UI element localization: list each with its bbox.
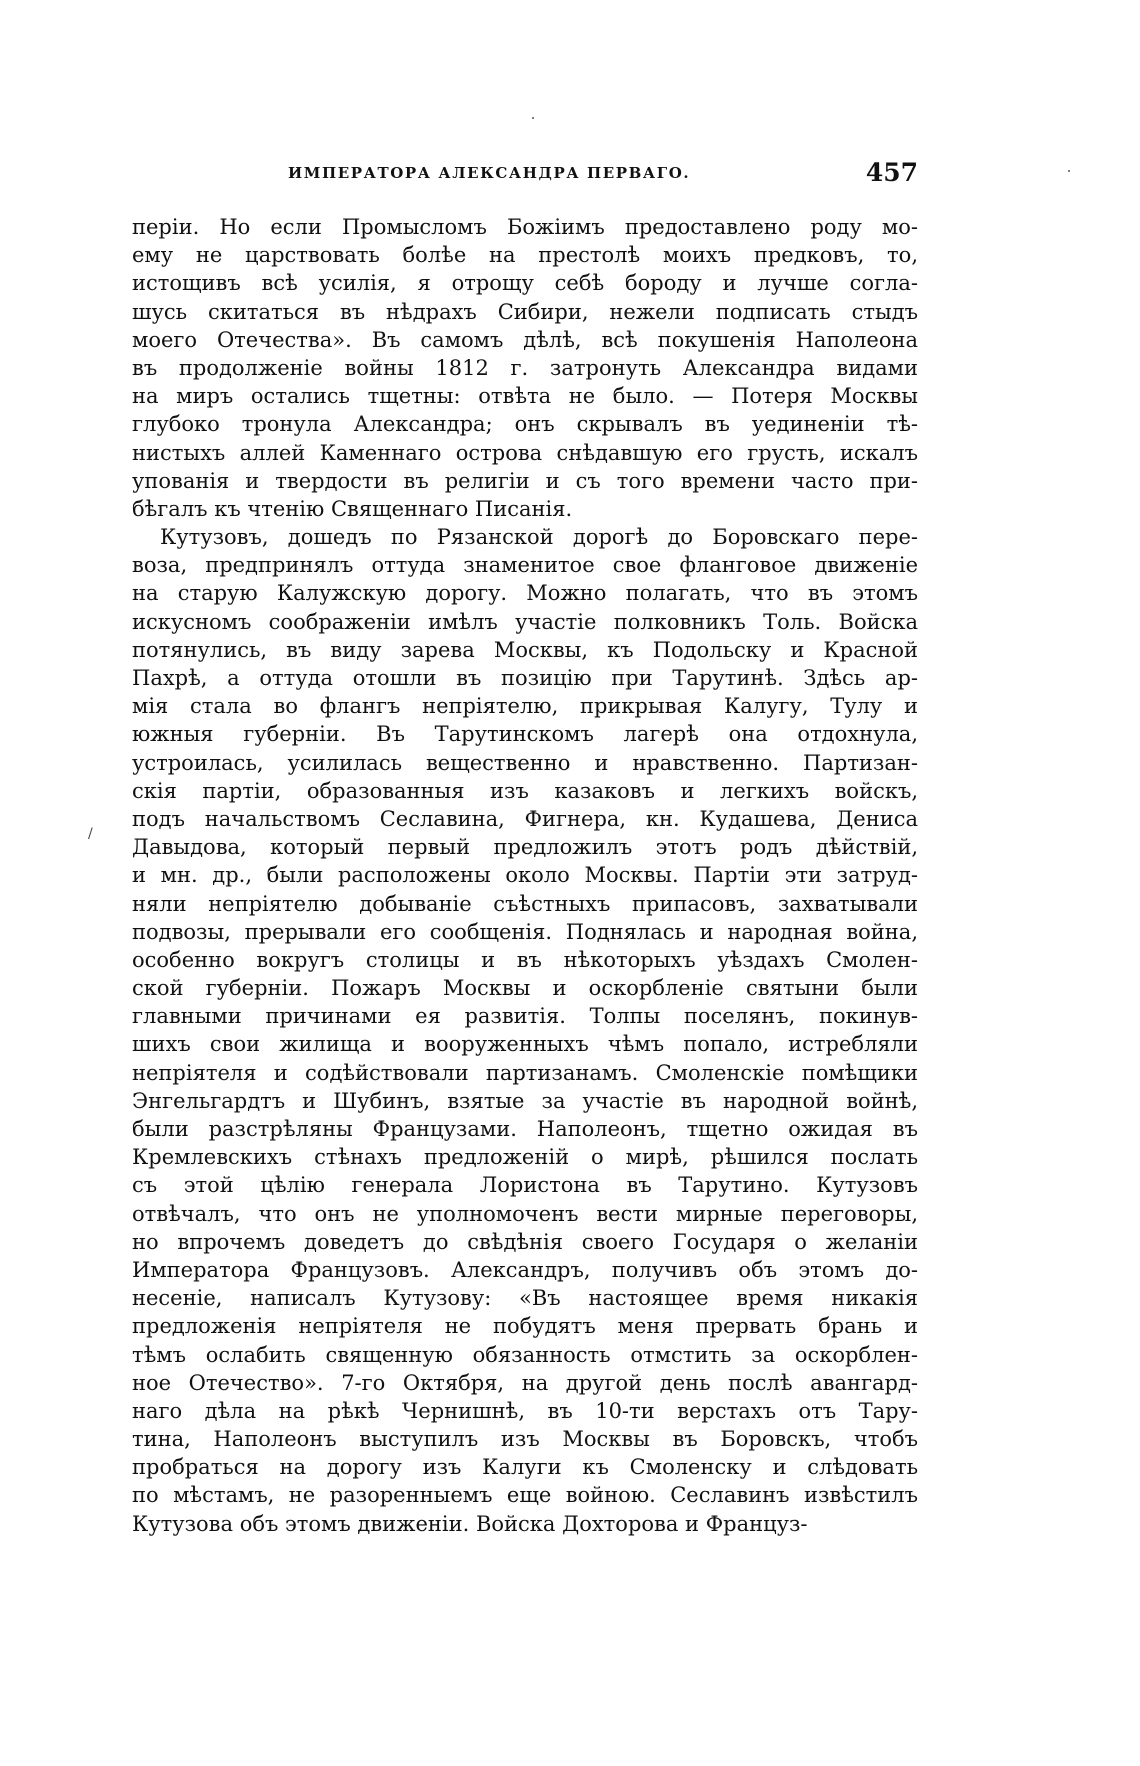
text-line: но впрочемъ доведетъ до свѣдѣнія своего Государя о желаніи: [132, 1229, 918, 1254]
page-number: 457: [865, 158, 918, 187]
text-line: южныя губерніи. Въ Тарутинскомъ лагерѣ она отдохнула,: [132, 722, 918, 747]
text-line: Пахрѣ, а оттуда отошли въ позицію при Тарутинѣ. Здѣсь ар-: [132, 666, 918, 690]
text-line: особенно вокругъ столицы и въ нѣкоторыхъ уѣздахъ Смолен-: [132, 947, 918, 972]
text-line: и мн. др., были расположены около Москвы. Партіи эти затруд-: [132, 863, 918, 888]
text-line: ное Отечество». 7-го Октября, на другой день послѣ авангард-: [132, 1370, 918, 1395]
text-line: на миръ остались тщетны: отвѣта не было. — Потеря Москвы: [132, 384, 918, 409]
text-line: въ продолженіе войны 1812 г. затронуть Александра видами: [132, 355, 918, 380]
text-line: воза, предпринялъ оттуда знаменитое свое фланговое движеніе: [132, 553, 918, 578]
scan-speck: [532, 117, 534, 119]
text-line: ской губерніи. Пожаръ Москвы и оскорбленіе святыни были: [132, 976, 918, 1001]
text-line: искусномъ соображеніи имѣлъ участіе полковникъ Толь. Войска: [132, 609, 918, 634]
text-line: шусь скитаться въ нѣдрахъ Сибири, нежели подписать стыдъ: [132, 299, 918, 324]
text-line: наго дѣла на рѣкѣ Чернишнѣ, въ 10-ти верстахъ отъ Тару-: [132, 1398, 918, 1423]
paragraph: [132, 213, 918, 523]
text-line: предложенія непріятеля не побудятъ меня прервать брань и: [132, 1314, 918, 1339]
text-line: пробраться на дорогу изъ Калуги къ Смоленску и слѣдовать: [132, 1455, 918, 1480]
text-line: непріятеля и содѣйствовали партизанамъ. Смоленскіе помѣщики: [132, 1060, 918, 1085]
text-line: истощивъ всѣ усилія, я отрощу себѣ бороду и лучше согла-: [132, 271, 918, 296]
text-line: подвозы, прерывали его сообщенія. Поднялась и народная война,: [132, 919, 918, 944]
text-line: бѣгалъ къ чтенію Священнаго Писанія.: [132, 496, 573, 521]
text-line: мія стала во флангъ непріятелю, прикрывая Калугу, Тулу и: [132, 694, 918, 719]
text-line: тина, Наполеонъ выступилъ изъ Москвы въ Боровскъ, чтобъ: [132, 1427, 918, 1452]
text-line: періи. Но если Промысломъ Божіимъ предоставлено роду мо-: [132, 215, 918, 239]
text-line: моего Отечества». Въ самомъ дѣлѣ, всѣ покушенія Наполеона: [132, 327, 918, 352]
text-line: упованія и твердости въ религіи и съ того времени часто при-: [132, 468, 918, 493]
text-line: на старую Калужскую дорогу. Можно полагать, что въ этомъ: [132, 581, 918, 606]
text-line: Императора Французовъ. Александръ, получивъ объ этомъ до-: [132, 1257, 918, 1282]
text-line: потянулись, въ виду зарева Москвы, къ Подольску и Красной: [132, 637, 918, 662]
margin-mark: /: [88, 826, 93, 842]
text-line: отвѣчалъ, что онъ не уполномоченъ вести мирные переговоры,: [132, 1201, 918, 1226]
text-line: съ этой цѣлію генерала Лористона въ Тарутино. Кутузовъ: [132, 1173, 918, 1198]
text-line: по мѣстамъ, не разоренныемъ еще войною. Сеславинъ извѣстилъ: [132, 1483, 918, 1508]
text-line: шихъ свои жилища и вооруженныхъ чѣмъ попало, истребляли: [132, 1032, 918, 1057]
text-line: главными причинами ея развитія. Толпы поселянъ, покинув-: [132, 1004, 918, 1029]
text-line: няли непріятелю добываніе съѣстныхъ припасовъ, захватывали: [132, 891, 918, 916]
text-line: Кремлевскихъ стѣнахъ предложеній о мирѣ, рѣшился послать: [132, 1145, 918, 1170]
text-line: скія партіи, образованныя изъ казаковъ и легкихъ войскъ,: [132, 778, 918, 803]
page-header: [132, 158, 918, 188]
text-line: несеніе, написалъ Кутузову: «Въ настоящее время никакія: [132, 1286, 918, 1311]
running-title: ИМПЕРАТОРА АЛЕКСАНДРА ПЕРВАГО.: [288, 164, 691, 182]
text-line: подъ начальствомъ Сеславина, Фигнера, кн. Кудашева, Дениса: [132, 806, 918, 831]
text-line: Кутузова объ этомъ движеніи. Войска Дохторова и Француз-: [132, 1511, 808, 1536]
body-text: [132, 213, 918, 1538]
text-line: ему не царствовать болѣе на престолѣ моихъ предковъ, то,: [132, 243, 918, 268]
text-line: устроилась, усилилась вещественно и нравственно. Партизан-: [132, 750, 918, 775]
text-line: тѣмъ ослабить священную обязанность отмстить за оскорблен-: [132, 1342, 918, 1367]
text-line: глубоко тронула Александра; онъ скрывалъ въ уединеніи тѣ-: [132, 412, 918, 437]
paragraph: [132, 523, 918, 1538]
text-line: Давыдова, который первый предложилъ этотъ родъ дѣйствій,: [132, 835, 918, 860]
text-line: нистыхъ аллей Каменнаго острова снѣдавшую его грусть, искалъ: [132, 440, 918, 465]
scan-speck: [1068, 170, 1070, 172]
text-line: Энгельгардтъ и Шубинъ, взятые за участіе въ народной войнѣ,: [132, 1088, 918, 1113]
text-line: были разстрѣляны Французами. Наполеонъ, тщетно ожидая въ: [132, 1117, 918, 1141]
text-line: Кутузовъ, дошедъ по Рязанской дорогѣ до Боровскаго пере-: [160, 525, 918, 550]
